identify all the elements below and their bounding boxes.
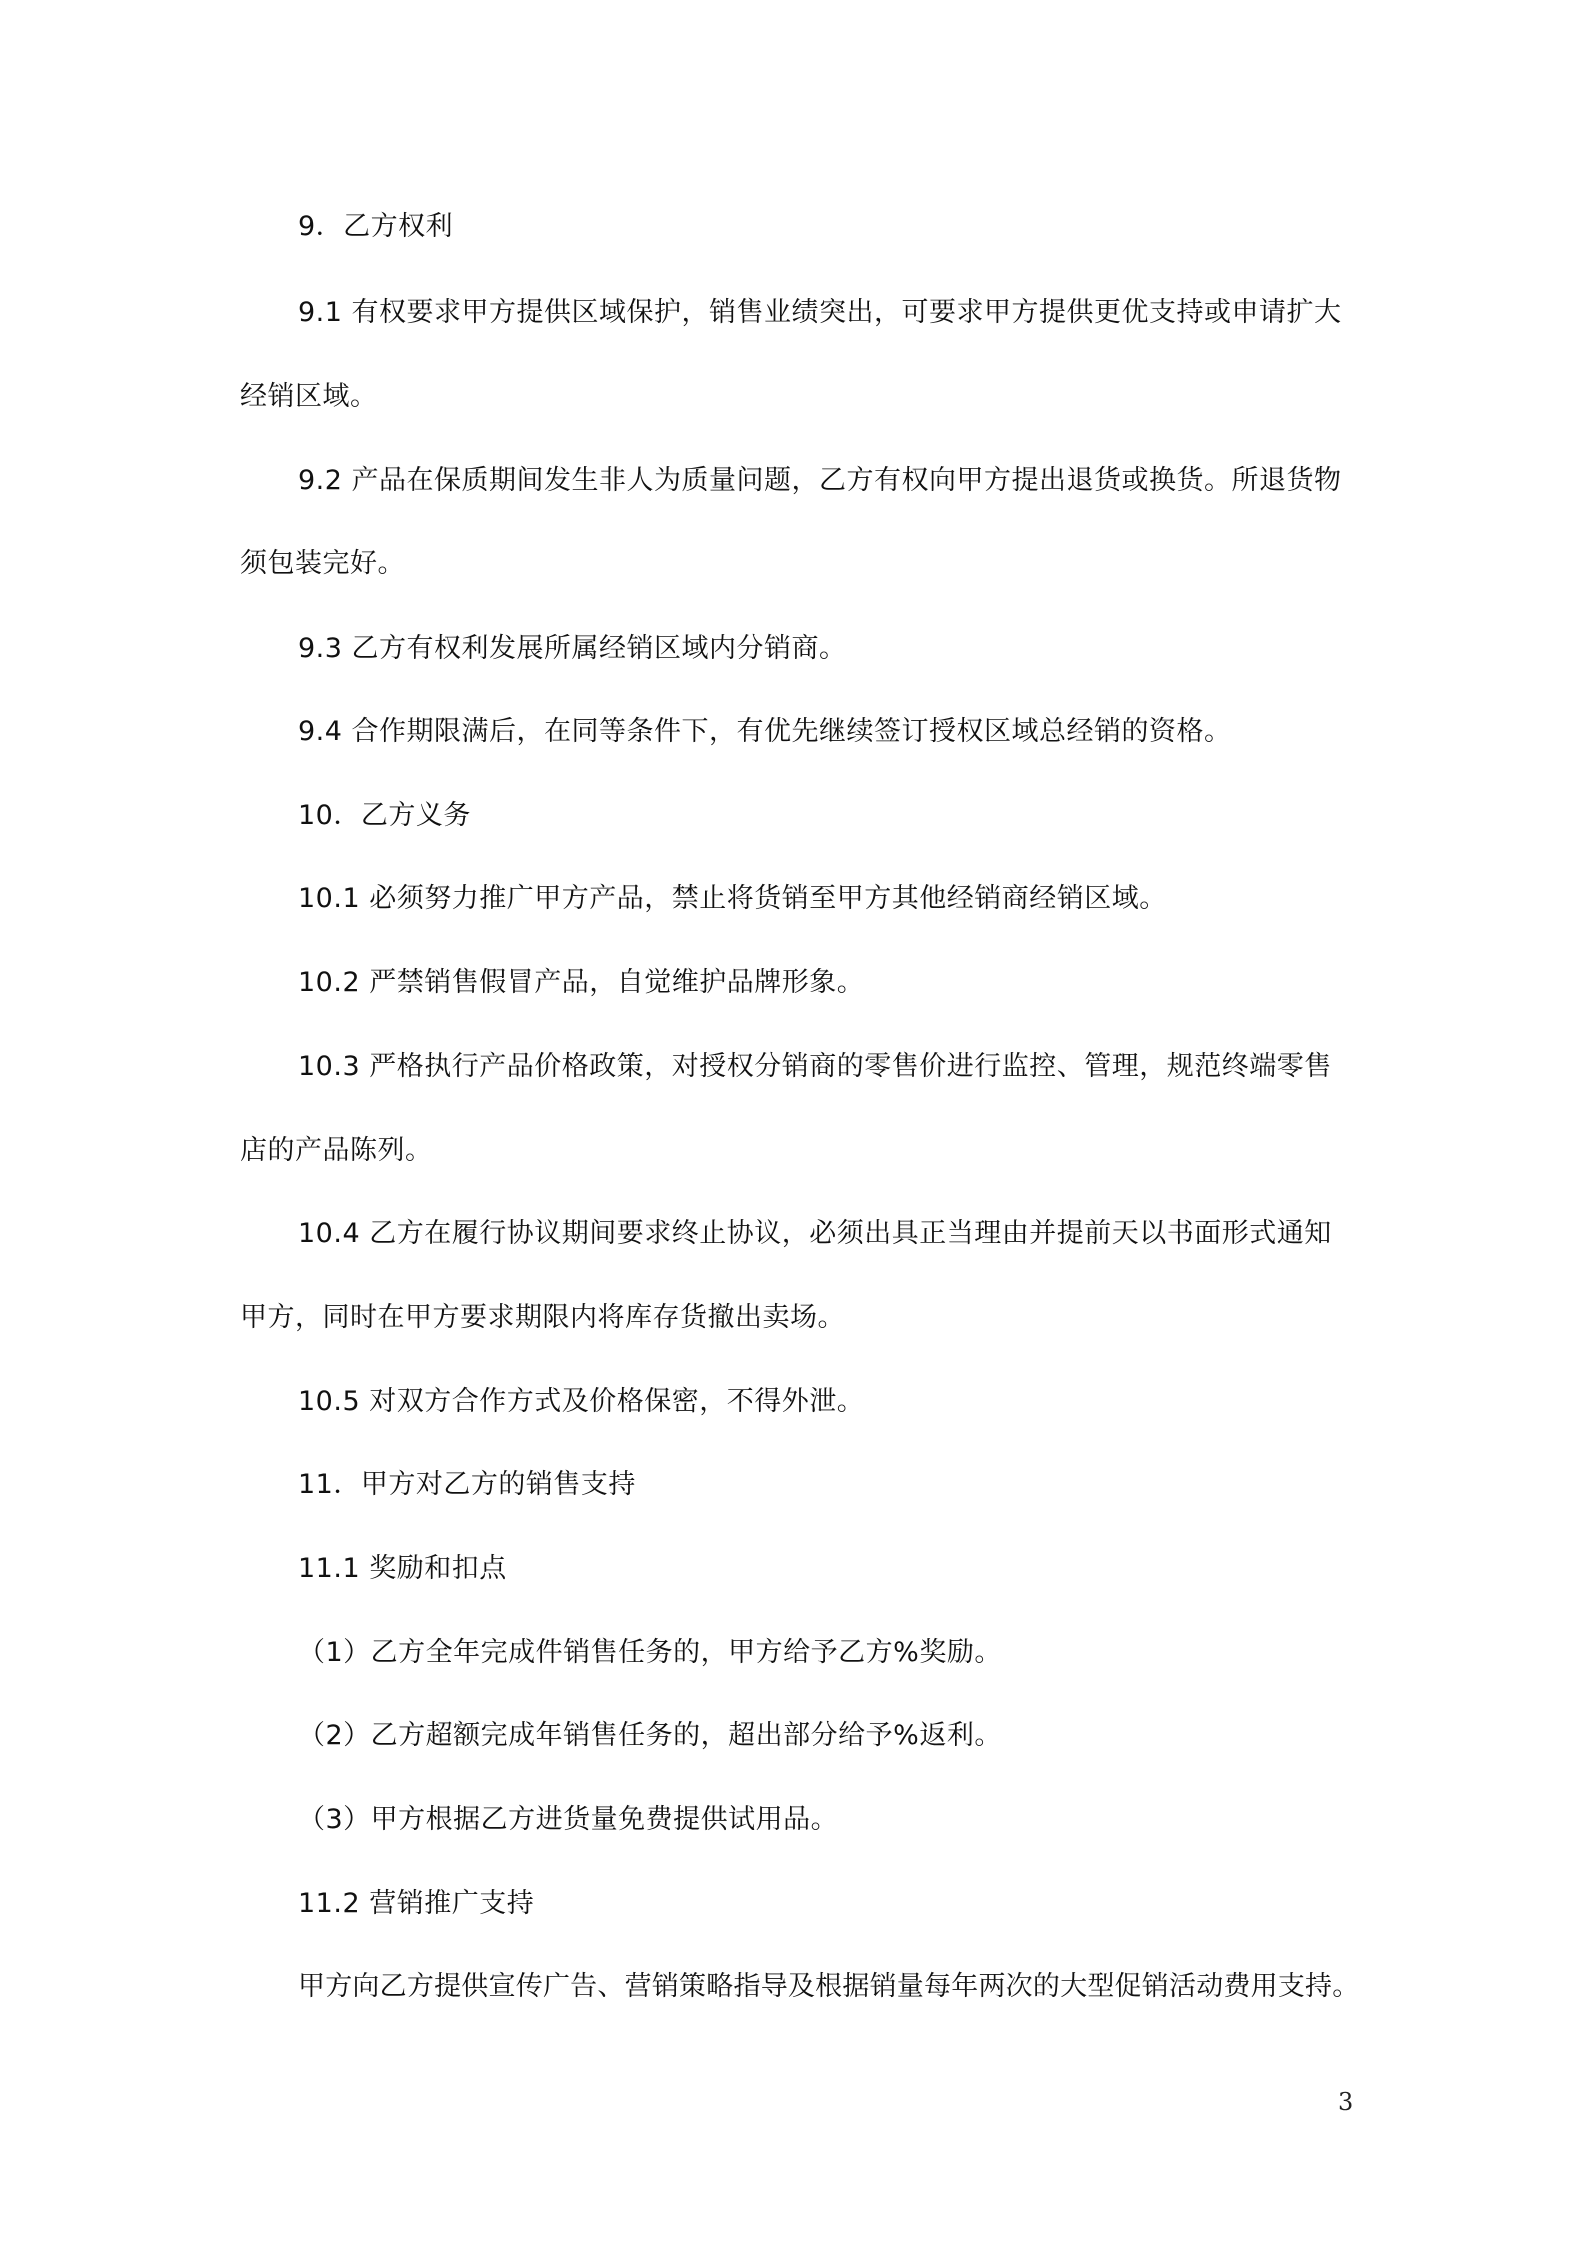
clause-10-4-continued: 甲方，同时在甲方要求期限内将库存货撤出卖场。 [240, 1302, 845, 1333]
section-heading-11: 11．甲方对乙方的销售支持 [298, 1469, 636, 1500]
clause-9-4: 9.4 合作期限满后，在同等条件下，有优先继续签订授权区域总经销的资格。 [298, 716, 1232, 747]
clause-10-5: 10.5 对双方合作方式及价格保密，不得外泄。 [298, 1386, 865, 1417]
clause-11-2-heading: 11.2 营销推广支持 [298, 1888, 535, 1919]
clause-11-1-item-2: （2）乙方超额完成年销售任务的，超出部分给予%返利。 [298, 1720, 1002, 1751]
clause-10-4: 10.4 乙方在履行协议期间要求终止协议，必须出具正当理由并提前天以书面形式通知 [298, 1218, 1332, 1249]
section-heading-9: 9．乙方权利 [298, 211, 454, 242]
clause-10-3: 10.3 严格执行产品价格政策，对授权分销商的零售价进行监控、管理，规范终端零售 [298, 1051, 1332, 1082]
clause-10-2: 10.2 严禁销售假冒产品，自觉维护品牌形象。 [298, 967, 865, 998]
clause-9-1-continued: 经销区域。 [240, 381, 378, 412]
clause-11-1-item-1: （1）乙方全年完成件销售任务的，甲方给予乙方%奖励。 [298, 1637, 1002, 1668]
clause-11-1-item-3: （3）甲方根据乙方进货量免费提供试用品。 [298, 1804, 839, 1835]
clause-11-2-body: 甲方向乙方提供宣传广告、营销策略指导及根据销量每年两次的大型促销活动费用支持。 [298, 1971, 1360, 2002]
clause-9-2-continued: 须包装完好。 [240, 548, 405, 579]
page-number: 3 [1338, 2088, 1354, 2116]
clause-11-1-heading: 11.1 奖励和扣点 [298, 1553, 507, 1584]
clause-10-3-continued: 店的产品陈列。 [240, 1135, 433, 1166]
clause-10-1: 10.1 必须努力推广甲方产品，禁止将货销至甲方其他经销商经销区域。 [298, 883, 1167, 914]
clause-9-3: 9.3 乙方有权利发展所属经销区域内分销商。 [298, 633, 847, 664]
clause-9-1: 9.1 有权要求甲方提供区域保护，销售业绩突出，可要求甲方提供更优支持或申请扩大 [298, 297, 1342, 328]
section-heading-10: 10．乙方义务 [298, 800, 471, 831]
clause-9-2: 9.2 产品在保质期间发生非人为质量问题，乙方有权向甲方提出退货或换货。所退货物 [298, 465, 1342, 496]
